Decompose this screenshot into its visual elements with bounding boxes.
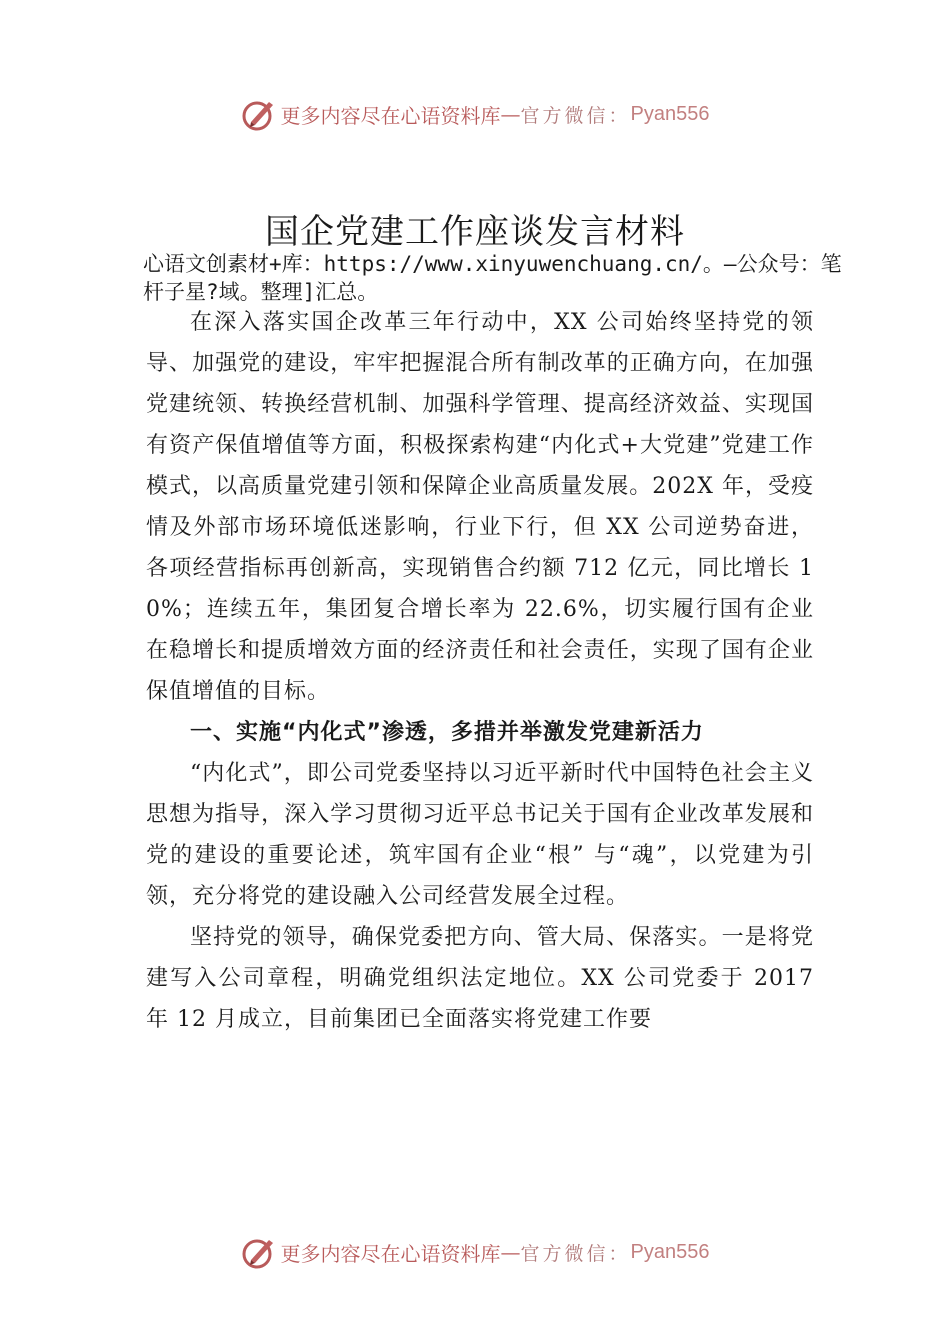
intro-paragraph: 在深入落实国企改革三年行动中，XX 公司始终坚持党的领导、加强党的建设，牢牢把握混合所有制改革的正确方向，在加强党建统领、转换经营机制、加强科学管理、提高经济效益、实现国有资产保值增值等方面，积极探索构建“内化式+大党建”党建工作模式，以高质量党建引领和保障企业高质量发展。202X 年，受疫情及外部市场环境低迷影响，行业下行，但 XX 公司逆势奋进，各项经营指标再创新高，实现销售合约额 712 亿元，同比增长 10%；连续五年，集团复合增长率为 22.6%，切实履行国有企业在稳增长和提质增效方面的经济责任和社会责任，实现了国有企业保值增值的目标。 bbox=[146, 310, 814, 704]
banner-wechat-id: Pyan556 bbox=[630, 102, 710, 125]
banner-separator: — bbox=[500, 1240, 521, 1264]
footer-watermark-banner bbox=[0, 1232, 950, 1272]
section-heading: 一、实施“内化式”渗透，多措并举激发党建新活力 bbox=[190, 720, 704, 745]
section-paragraph: “内化式”，即公司党委坚持以习近平新时代中国特色社会主义思想为指导，深入学习贯彻习近平总书记关于国有企业改革发展和党的建设的重要论述，筑牢国有企业“根” 与“魂”，以党建为引领，充分将党的建设融入公司经营发展全过程。 bbox=[146, 761, 814, 909]
document-body bbox=[146, 302, 814, 1040]
section-paragraph: 坚持党的领导，确保党委把方向、管大局、保落实。一是将党建写入公司章程，明确党组织法定地位。XX 公司党委于 2017 年 12 月成立，目前集团已全面落实将党建工作要 bbox=[146, 925, 814, 1032]
banner-wechat-id: Pyan556 bbox=[630, 1240, 710, 1263]
banner-wechat-label: 官方微信： bbox=[520, 104, 631, 127]
document-title: 国企党建工作座谈发言材料 bbox=[265, 212, 685, 252]
pen-in-circle-logo-icon bbox=[241, 1234, 277, 1270]
pen-in-circle-logo-icon bbox=[241, 96, 277, 132]
source-line: 心语文创素材+库：https://www.xinyuwenchuang.cn/。—公众号：笔杆子星?域。整理]汇总。 bbox=[143, 252, 842, 304]
header-watermark-banner bbox=[0, 94, 950, 134]
banner-brand-text: 更多内容尽在心语资料库 bbox=[280, 1241, 501, 1266]
banner-separator: — bbox=[500, 102, 521, 126]
banner-wechat-label: 官方微信： bbox=[520, 1242, 631, 1265]
banner-brand-text: 更多内容尽在心语资料库 bbox=[280, 103, 501, 128]
